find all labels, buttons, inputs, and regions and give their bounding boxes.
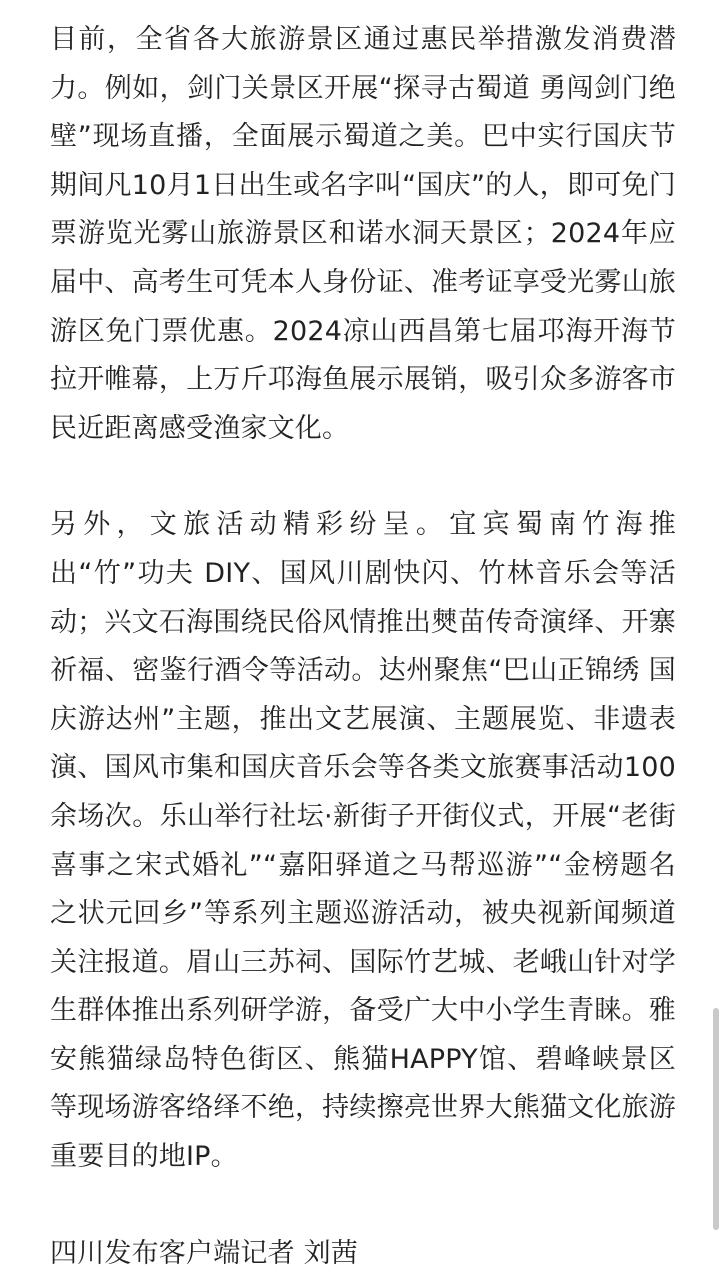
article-byline: 四川发布客户端记者 刘茜 [50, 1237, 358, 1269]
article-paragraph: 目前，全省各大旅游景区通过惠民举措激发消费潜力。例如，剑门关景区开展“探寻古蜀道 勇闯剑门绝壁”现场直播，全面展示蜀道之美。巴中实行国庆节期间凡10月1日出生或名字叫“国庆”的人，即可免门票游览光雾山旅游景区和诺水洞天景区；2024年应届中、高考生可凭本人身份证、准考证享受光雾山旅游区免门票优惠。2024凉山西昌第七届邛海开海节拉开帷幕，上万斤邛海鱼展示展销，吸引众多游客市民近距离感受渔家文化。 [50, 24, 676, 444]
scrollbar-thumb[interactable] [713, 1008, 719, 1230]
article-paragraph: 另外，文旅活动精彩纷呈。宜宾蜀南竹海推出“竹”功夫 DIY、国风川剧快闪、竹林音乐会等活动；兴文石海围绕民俗风情推出僰苗传奇演绎、开寨祈福、密鉴行酒令等活动。达州聚焦“巴山正锦绣 国庆游达州”主题，推出文艺展演、主题展览、非遗表演、国风市集和国庆音乐会等各类文旅赛事活动100余场次。乐山举行社坛·新街子开街仪式，开展“老街喜事之宋式婚礼”“嘉阳驿道之马帮巡游”“金榜题名之状元回乡”等系列主题巡游活动，被央视新闻频道关注报道。眉山三苏祠、国际竹艺城、老峨山针对学生群体推出系列研学游，备受广大中小学生青睐。雅安熊猫绿岛特色街区、熊猫HAPPY馆、碧峰峡景区等现场游客络绎不绝，持续擦亮世界大熊猫文化旅游重要目的地IP。 [50, 509, 676, 1173]
article-body [50, 16, 676, 1278]
